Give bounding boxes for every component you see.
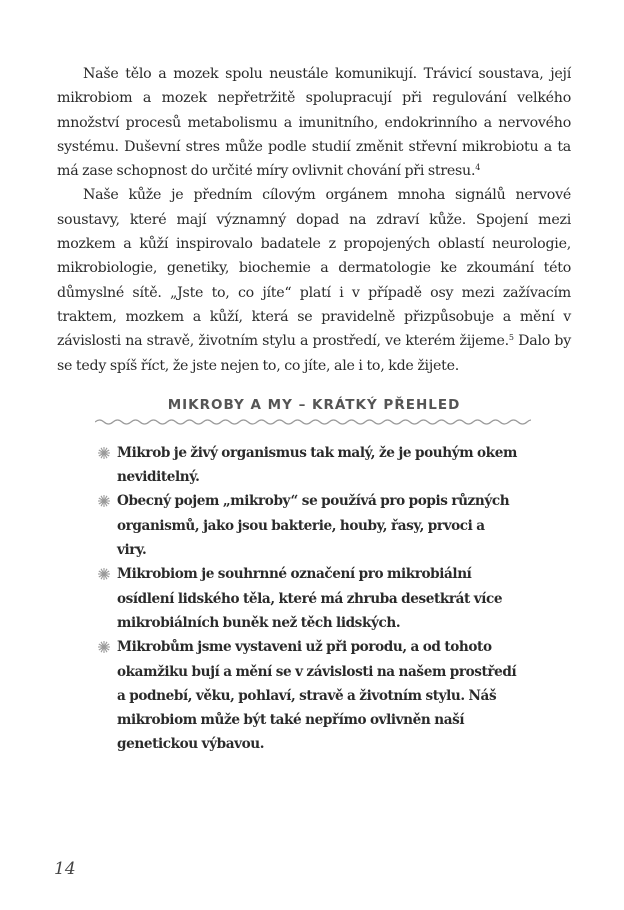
list-item	[97, 441, 517, 490]
page-number: 14	[54, 859, 76, 879]
paragraph-2	[57, 183, 571, 377]
list-item	[97, 489, 517, 562]
paragraph-2-tail: Dalo by se tedy spíš říct, že jste nejen to, co jíte, ale i to, kde žijete.	[57, 333, 571, 374]
overview-list	[97, 441, 517, 757]
page-body	[57, 62, 571, 757]
list-item-text: Mikrobům jsme vystaveni už při porodu, a od tohoto okamžiku bují a mění se v závislosti na našem prostředí a podnebí, věku, pohlaví, stravě a životním stylu. Náš mikrobiom může být také nepřímo ovlivněn naší genetickou výbavou.	[117, 639, 517, 753]
asterisk-flower-icon	[97, 494, 111, 508]
wavy-divider	[95, 417, 531, 427]
footnote-marker: 5	[508, 333, 514, 343]
asterisk-flower-icon	[97, 446, 111, 460]
list-item-text: Obecný pojem „mikroby“ se používá pro popis různých organismů, jako jsou bakterie, houby, řasy, prvoci a viry.	[117, 493, 510, 559]
footnote-marker: 4	[475, 163, 481, 173]
asterisk-flower-icon	[97, 640, 111, 654]
box-title: MIKROBY A MY – KRÁTKÝ PŘEHLED	[167, 396, 461, 413]
list-item-text: Mikrobiom je souhrnné označení pro mikrobiální osídlení lidského těla, které má zhruba desetkrát více mikrobiálních buněk než těch lidských.	[117, 566, 503, 631]
asterisk-flower-icon	[97, 567, 111, 581]
paragraph-1-text: Naše tělo a mozek spolu neustále komunikují. Trávicí soustava, její mikrobiom a mozek nepřetržitě spolupracují při regulování velkého množství procesů metabolismu a imunitního, endokrinního a nervového systému. Duševní stres může podle studií změnit střevní mikrobiotu a ta má zase schopnost do určité míry ovlivnit chování při stresu.	[57, 66, 571, 180]
list-item	[97, 635, 517, 756]
paragraph-1	[57, 62, 571, 183]
paragraph-2-text: Naše kůže je předním cílovým orgánem mnoha signálů nervové soustavy, které mají významný dopad na zdraví kůže. Spojení mezi mozkem a kůží inspirovalo badatele z propojených oblastí neurologie, mikrobiologie, genetiky, biochemie a dermatologie ke zkoumání této důmyslné sítě. „Jste to, co jíte“ platí i v případě osy mezi zažívacím traktem, mozkem a kůží, která se pravidelně přizpůsobuje a mění v závislosti na stravě, životním stylu a prostředí, ve kterém žijeme.	[57, 187, 571, 350]
list-item-text: Mikrob je živý organismus tak malý, že je pouhým okem neviditelný.	[117, 444, 517, 486]
list-item	[97, 562, 517, 635]
